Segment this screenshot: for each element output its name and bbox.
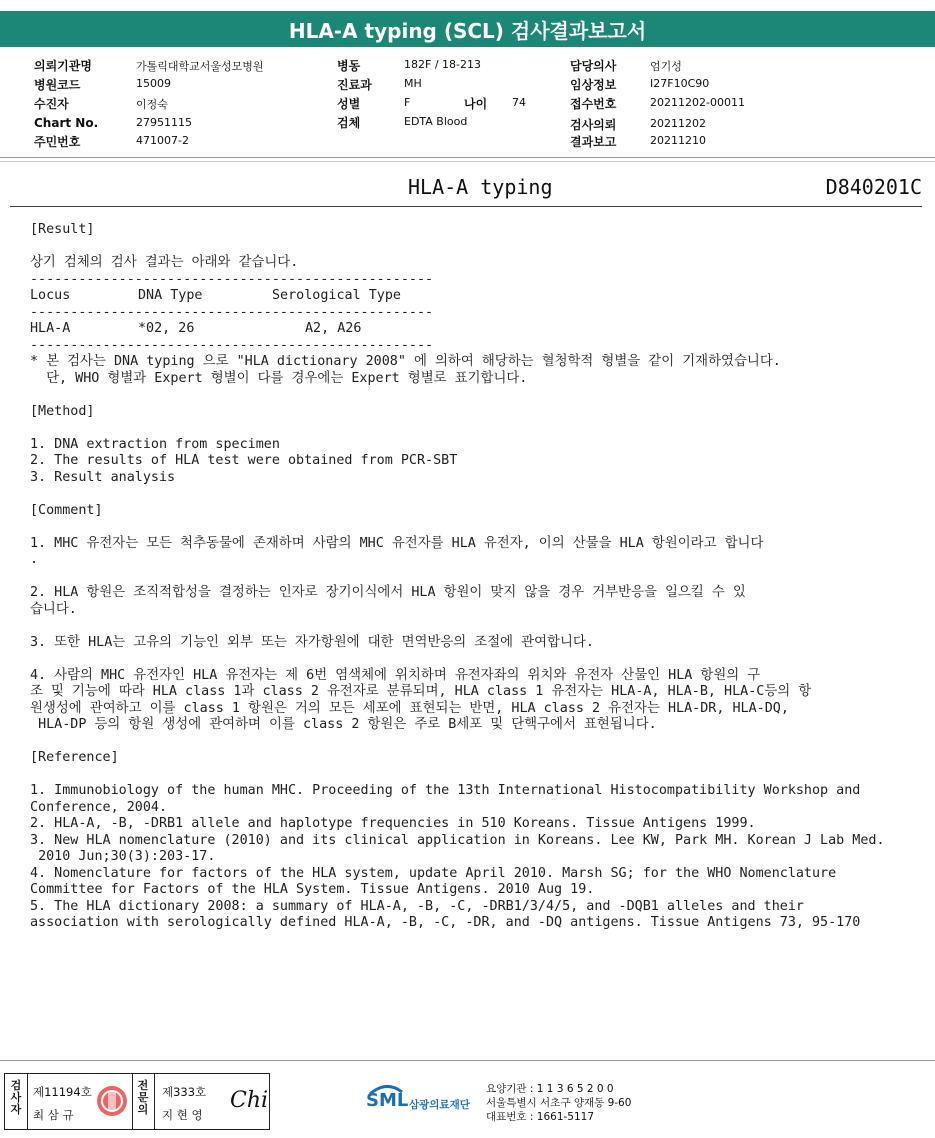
label-hospital-code: 병원코드	[34, 78, 81, 92]
section-heading-comment: [Comment]	[30, 502, 103, 518]
section-heading-method: [Method]	[30, 403, 95, 419]
table-rule: --------------------------------------------------	[30, 304, 434, 320]
comment-item: 1. MHC 유전자는 모든 척추동물에 존재하며 사람의 MHC 유전자를 HLA 유전자, 이의 산물을 HLA 항원이라고 합니다 .	[30, 535, 764, 567]
specialist-label: 전문의	[137, 1079, 149, 1116]
divider	[0, 161, 935, 162]
value-result-report: 20211210	[650, 134, 706, 147]
tester-license-no: 제11194호	[33, 1085, 92, 1099]
cell-serological-type: A2, A26	[305, 321, 362, 336]
col-serological-type-header: Serological Type	[272, 288, 401, 303]
label-chart-no: Chart No.	[34, 116, 99, 130]
value-clinical-info: I27F10C90	[650, 77, 710, 90]
logo-text: SML	[366, 1090, 409, 1111]
label-department: 진료과	[337, 78, 372, 92]
cell-dna-type: *02, 26	[138, 321, 195, 336]
label-specimen: 검체	[337, 116, 361, 130]
value-patient: 이정숙	[136, 98, 168, 111]
report-title-bar	[0, 11, 935, 47]
comment-item: 2. HLA 항원은 조직적합성을 결정하는 인자로 장기이식에서 HLA 항원이 맞지 않을 경우 거부반응을 일으킬 수 있 습니다.	[30, 585, 746, 617]
organization-logo	[366, 1080, 486, 1120]
label-receipt-no: 접수번호	[570, 97, 617, 111]
value-receipt-no: 20211202-00011	[650, 96, 745, 109]
method-item: 3. Result analysis	[30, 469, 176, 485]
value-age: 74	[512, 96, 526, 109]
result-note: 단, WHO 형별과 Expert 형별이 다를 경우에는 Expert 형별로 표기합니다.	[30, 370, 528, 386]
col-locus-header: Locus	[30, 288, 71, 303]
patient-info	[0, 56, 935, 156]
tester-label: 검사자	[10, 1079, 22, 1116]
seal-stamp-icon	[95, 1084, 129, 1118]
divider	[10, 206, 922, 207]
value-specimen: EDTA Blood	[404, 115, 468, 128]
reference-item: 5. The HLA dictionary 2008: a summary of HLA-A, -B, -C, -DRB1/3/4/5, and -DQB1 alleles and their association with serologically defined HLA-A, -B, -C, -DR, and -DQ antigens. Tissue Antigens 73, 95-170	[30, 898, 861, 930]
label-physician: 담당의사	[570, 59, 617, 73]
table-rule: --------------------------------------------------	[30, 337, 434, 353]
label-sex: 성별	[337, 97, 361, 111]
value-sex: F	[404, 96, 411, 109]
result-intro: 상기 검체의 검사 결과는 아래와 같습니다.	[30, 255, 299, 270]
tester-name: 최 삼 규	[33, 1108, 74, 1122]
table-rule: --------------------------------------------------	[30, 271, 434, 287]
reference-item: 2. HLA-A, -B, -DRB1 allele and haplotype frequencies in 510 Koreans. Tissue Antigens 1999.	[30, 816, 756, 831]
institution-code: 요양기관 : 1 1 3 6 5 2 0 0	[486, 1083, 614, 1095]
specialist-name: 지 현 영	[162, 1108, 203, 1122]
document-header	[10, 172, 922, 202]
table-header-row	[30, 288, 920, 305]
label-ward: 병동	[337, 59, 361, 73]
method-item: 2. The results of HLA test were obtained from PCR-SBT	[30, 453, 458, 468]
value-test-requested: 20211202	[650, 117, 706, 130]
value-requesting-institution: 가톨릭대학교서울성모병원	[136, 60, 264, 73]
label-age: 나이	[464, 97, 488, 111]
label-resident-no: 주민번호	[34, 135, 81, 149]
document-title: HLA-A typing	[408, 175, 553, 199]
value-hospital-code: 15009	[136, 77, 171, 90]
value-ward: 182F / 18-213	[404, 58, 481, 71]
result-note: * 본 검사는 DNA typing 으로 "HLA dictionary 2008" 에 의하여 해당하는 혈청학적 형별을 같이 기재하였습니다.	[30, 354, 781, 369]
value-chart-no: 27951115	[136, 116, 192, 129]
document-code: D840201C	[825, 175, 922, 199]
address: 서울특별시 서초구 양재동 9-60	[486, 1097, 632, 1109]
report-title: HLA-A typing (SCL) 검사결과보고서	[288, 18, 647, 43]
method-item: 1. DNA extraction from specimen	[30, 436, 280, 452]
section-heading-reference: [Reference]	[30, 750, 119, 765]
specialist-license-no: 제333호	[162, 1085, 207, 1099]
value-resident-no: 471007-2	[136, 134, 189, 147]
cell-locus: HLA-A	[30, 321, 71, 336]
value-physician: 엄기성	[650, 60, 682, 73]
organization-address	[486, 1082, 631, 1124]
col-dna-type-header: DNA Type	[138, 288, 203, 303]
table-row	[30, 321, 920, 338]
label-clinical-info: 임상정보	[570, 78, 617, 92]
value-department: MH	[404, 77, 422, 90]
signature: Chi	[230, 1088, 269, 1113]
signature-box	[4, 1073, 270, 1130]
section-heading-result: [Result]	[30, 222, 95, 237]
reference-item: 4. Nomenclature for factors of the HLA system, update April 2010. Marsh SG; for the WHO Nomenclature Committee for Factors of the HLA System. Tissue Antigens. 2010 Aug 19.	[30, 865, 837, 897]
label-test-requested: 검사의뢰	[570, 118, 617, 132]
organization-name: 삼광의료재단	[409, 1099, 470, 1111]
label-requesting-institution: 의뢰기관명	[34, 59, 92, 73]
label-result-report: 결과보고	[570, 135, 617, 149]
divider	[0, 157, 935, 158]
reference-item: 3. New HLA nomenclature (2010) and its clinical application in Koreans. Lee KW, Park MH. Korean J Lab Med. 2010 Jun;30(3):203-17.	[30, 832, 885, 864]
report-body	[30, 222, 920, 932]
comment-item: 3. 또한 HLA는 고유의 기능인 외부 또는 자가항원에 대한 면역반응의 조절에 관여합니다.	[30, 634, 594, 650]
divider	[0, 1060, 935, 1061]
label-patient: 수진자	[34, 97, 69, 111]
comment-item: 4. 사람의 MHC 유전자인 HLA 유전자는 제 6번 염색체에 위치하며 유전자좌의 위치와 유전자 산물인 HLA 항원의 구 조 및 기능에 따라 HLA class 1과 class 2 유전자로 분류되며, HLA class 1 유전자는 HLA-A, HLA-B, HLA-C등의 항 원생성에 관여하고 이를 class 1 항원은 거의 모든 세포에 표현되는 반면, HLA class 2 유전자는 HLA-DR, HLA-DQ, HLA-DP 등의 항원 생성에 관여하며 이를 class 2 항원은 주로 B세포 및 단핵구에서 표현됩니다.	[30, 667, 812, 732]
phone: 대표번호 : 1661-5117	[486, 1111, 595, 1123]
reference-item: 1. Immunobiology of the human MHC. Proceeding of the 13th International Histocompatibility Workshop and Conference, 2004.	[30, 783, 861, 815]
